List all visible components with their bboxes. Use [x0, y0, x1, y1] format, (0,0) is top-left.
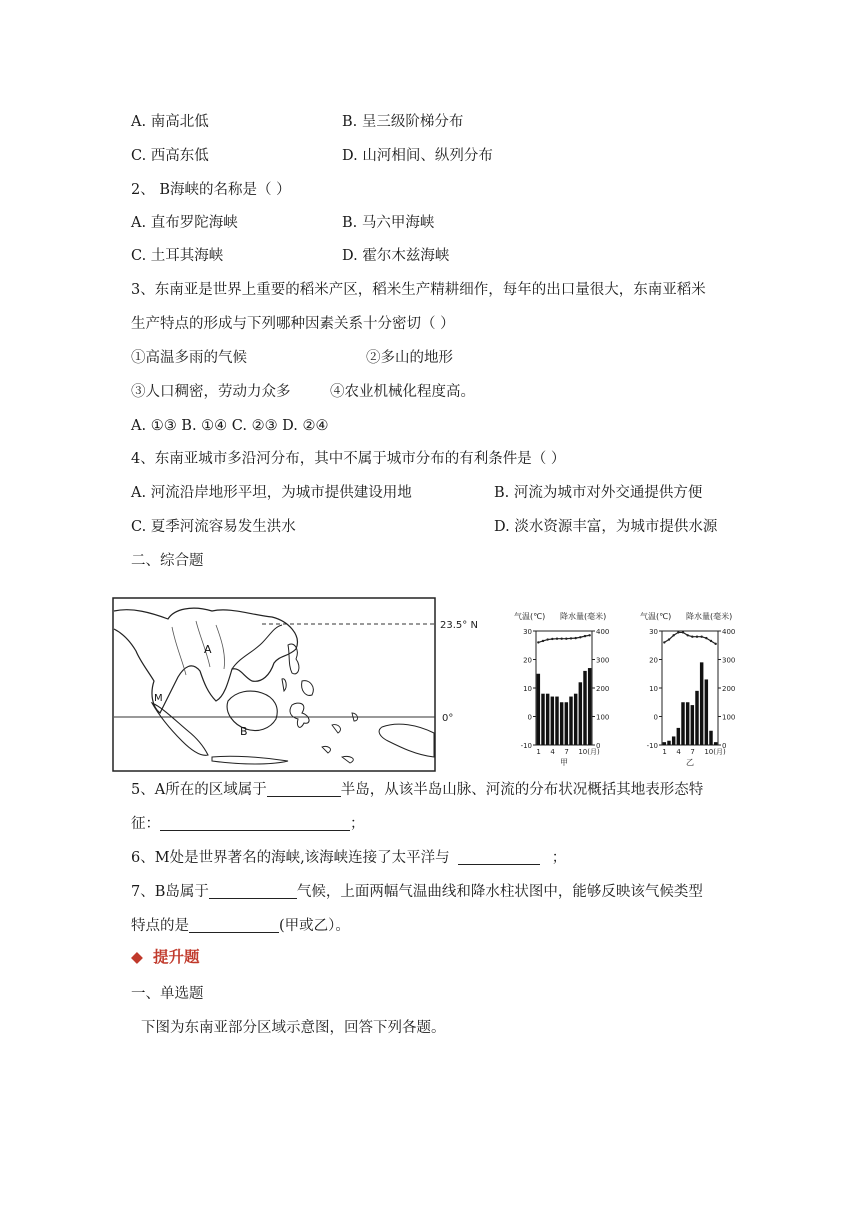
left-tick-label: 30 — [649, 628, 658, 636]
q6-pre: 6、M处是世界著名的海峡,该海峡连接了太平洋与 — [131, 850, 450, 866]
chart-caption: 乙 — [686, 758, 694, 767]
equator-label: 0° — [442, 713, 454, 724]
temperature-point — [588, 634, 590, 636]
precip-bar — [583, 671, 586, 745]
precip-bar — [569, 697, 572, 745]
precip-bar — [695, 691, 698, 745]
q7-blank-1[interactable] — [209, 883, 297, 899]
q5-blank-2[interactable] — [160, 815, 350, 831]
precip-bar — [681, 702, 684, 745]
q7-line2 — [131, 916, 350, 936]
right-tick-label: 100 — [722, 713, 736, 722]
left-axis-title: 气温(℃) — [640, 612, 672, 621]
q4-stem: 4、东南亚城市多沿河分布，其中不属于城市分布的有利条件是（ ） — [131, 451, 566, 467]
precip-bar — [705, 679, 708, 745]
precip-bar — [560, 702, 563, 745]
q1-option-b: B. 呈三级阶梯分布 — [342, 114, 464, 130]
q7-line2-pre: 特点的是 — [131, 918, 189, 934]
temperature-point — [682, 631, 684, 633]
x-tick-label: 1 — [536, 748, 541, 756]
temperature-point — [677, 631, 679, 633]
precip-bar — [686, 702, 689, 745]
q7-blank-2[interactable] — [189, 917, 279, 933]
precip-bar — [709, 731, 712, 745]
q6-line — [131, 848, 566, 868]
climate-chart-yi — [640, 605, 740, 777]
q2-option-d: D. 霍尔木兹海峡 — [342, 248, 450, 264]
x-tick-label: 1 — [662, 748, 667, 756]
precip-bar — [677, 728, 680, 745]
left-tick-label: 20 — [649, 656, 658, 665]
precip-bar — [588, 668, 591, 745]
temperature-curve — [664, 632, 715, 643]
right-axis-title: 降水量(毫米) — [686, 612, 733, 621]
precip-bar — [537, 674, 540, 745]
q3-item-4: ④农业机械化程度高。 — [330, 384, 475, 400]
q5-line1-pre: 5、A所在的区域属于 — [131, 782, 267, 798]
q3-item-1: ①高温多雨的气候 — [131, 350, 247, 366]
plot-frame — [662, 631, 718, 745]
q7-line1 — [131, 882, 703, 902]
q1-option-a: A. 南高北低 — [131, 114, 209, 130]
temperature-point — [700, 636, 702, 638]
left-tick-label: -10 — [520, 742, 532, 750]
x-tick-label: 4 — [550, 748, 555, 756]
right-tick-label: 200 — [722, 685, 736, 693]
right-tick-label: 0 — [596, 742, 601, 750]
q3-item-2: ②多山的地形 — [366, 350, 453, 366]
q6-blank[interactable] — [458, 849, 540, 865]
q2-option-a: A. 直布罗陀海峡 — [131, 215, 238, 231]
label-a: A — [204, 643, 212, 656]
temperature-point — [663, 641, 665, 643]
southeast-asia-map — [112, 597, 490, 773]
temperature-point — [714, 643, 716, 645]
right-tick-label: 400 — [722, 628, 736, 636]
precip-bar — [667, 741, 670, 745]
right-tick-label: 400 — [596, 628, 610, 636]
q5-blank-1[interactable] — [267, 781, 341, 797]
precip-bar — [541, 694, 544, 745]
right-axis-title: 降水量(毫米) — [560, 612, 607, 621]
q7-line2-post: (甲或乙）。 — [279, 918, 350, 934]
temperature-point — [696, 636, 698, 638]
section-2-title: 二、综合题 — [131, 553, 204, 569]
section-3-heading — [131, 945, 200, 967]
q4-option-b: B. 河流为城市对外交通提供方便 — [494, 485, 703, 501]
temperature-point — [668, 638, 670, 640]
left-tick-label: 0 — [527, 713, 532, 722]
q3-stem-line1: 3、东南亚是世界上重要的稻米产区，稻米生产精耕细作，每年的出口量很大，东南亚稻米 — [131, 282, 706, 298]
q6-post: ； — [551, 850, 567, 866]
precip-bar — [555, 697, 558, 745]
temperature-point — [672, 634, 674, 636]
right-tick-label: 300 — [596, 656, 610, 665]
x-tick-label: 7 — [690, 748, 695, 756]
temperature-point — [584, 635, 586, 637]
precip-bar — [546, 694, 549, 745]
map-frame — [113, 598, 435, 771]
temperature-point — [705, 637, 707, 639]
temperature-point — [551, 638, 553, 640]
diamond-bullet-icon: ◆ — [131, 948, 143, 966]
precip-bar — [579, 682, 582, 745]
right-tick-label: 100 — [596, 713, 610, 722]
right-tick-label: 200 — [596, 685, 610, 693]
temperature-point — [565, 637, 567, 639]
q5-line2-pre: 征： — [131, 816, 160, 832]
label-b: B — [240, 725, 248, 738]
temperature-point — [686, 634, 688, 636]
q5-line1-post: 半岛，从该半岛山脉、河流的分布状况概括其地表形态特 — [340, 782, 704, 798]
x-tick-label: 4 — [676, 748, 681, 756]
left-axis-title: 气温(℃) — [514, 612, 546, 621]
q2-option-c: C. 土耳其海峡 — [131, 248, 224, 264]
q3-options: A. ①③ B. ①④ C. ②③ D. ②④ — [131, 418, 329, 434]
precip-bar — [663, 742, 666, 745]
q3-stem-line2: 生产特点的形成与下列哪种因素关系十分密切（ ） — [131, 316, 455, 332]
temperature-point — [560, 637, 562, 639]
temperature-point — [556, 637, 558, 639]
left-tick-label: 10 — [523, 685, 532, 693]
x-tick-label: 7 — [564, 748, 569, 756]
q7-line1-pre: 7、B岛属于 — [131, 884, 209, 900]
q4-option-d: D. 淡水资源丰富，为城市提供水源 — [494, 519, 718, 535]
q5-line2 — [131, 814, 365, 834]
right-tick-label: 0 — [722, 742, 727, 750]
q1-option-c: C. 西高东低 — [131, 148, 209, 164]
precip-bar — [672, 736, 675, 745]
left-tick-label: 10 — [649, 685, 658, 693]
temperature-point — [574, 637, 576, 639]
q4-option-a: A. 河流沿岸地形平坦，为城市提供建设用地 — [131, 485, 412, 501]
left-tick-label: 30 — [523, 628, 532, 636]
left-tick-label: 0 — [653, 713, 658, 722]
left-tick-label: 20 — [523, 656, 532, 665]
precip-bar — [574, 694, 577, 745]
q3-item-3: ③人口稠密，劳动力众多 — [131, 384, 291, 400]
label-m: M — [154, 693, 163, 704]
x-tick-label: 10(月) — [578, 748, 600, 756]
climate-chart-jia — [514, 605, 614, 777]
temperature-point — [691, 636, 693, 638]
tropic-label: 23.5° N — [440, 620, 478, 631]
temperature-point — [546, 638, 548, 640]
temperature-point — [710, 640, 712, 642]
precip-bar — [714, 742, 717, 745]
temperature-point — [537, 641, 539, 643]
temperature-point — [570, 637, 572, 639]
temperature-curve — [538, 635, 589, 642]
q7-line1-post: 气候，上面两幅气温曲线和降水柱状图中，能够反映该气候类型 — [296, 884, 703, 900]
q4-option-c: C. 夏季河流容易发生洪水 — [131, 519, 296, 535]
x-tick-label: 10(月) — [704, 748, 726, 756]
q5-line2-post: ； — [350, 816, 365, 832]
q2-option-b: B. 马六甲海峡 — [342, 215, 435, 231]
precip-bar — [700, 662, 703, 745]
left-tick-label: -10 — [646, 742, 658, 750]
right-tick-label: 300 — [722, 656, 736, 665]
precip-bar — [691, 705, 694, 745]
precip-bar — [551, 697, 554, 745]
q2-stem: 2、 B海峡的名称是（ ） — [131, 182, 291, 198]
section-3-title: 提升题 — [153, 948, 200, 966]
q5-line1 — [131, 780, 703, 800]
chart-caption: 甲 — [560, 758, 568, 767]
temperature-point — [542, 640, 544, 642]
temperature-point — [579, 636, 581, 638]
section-3-intro: 下图为东南亚部分区域示意图，回答下列各题。 — [141, 1020, 446, 1036]
q1-option-d: D. 山河相间、纵列分布 — [342, 148, 493, 164]
section-3-subtitle: 一、单选题 — [131, 986, 204, 1002]
precip-bar — [565, 702, 568, 745]
